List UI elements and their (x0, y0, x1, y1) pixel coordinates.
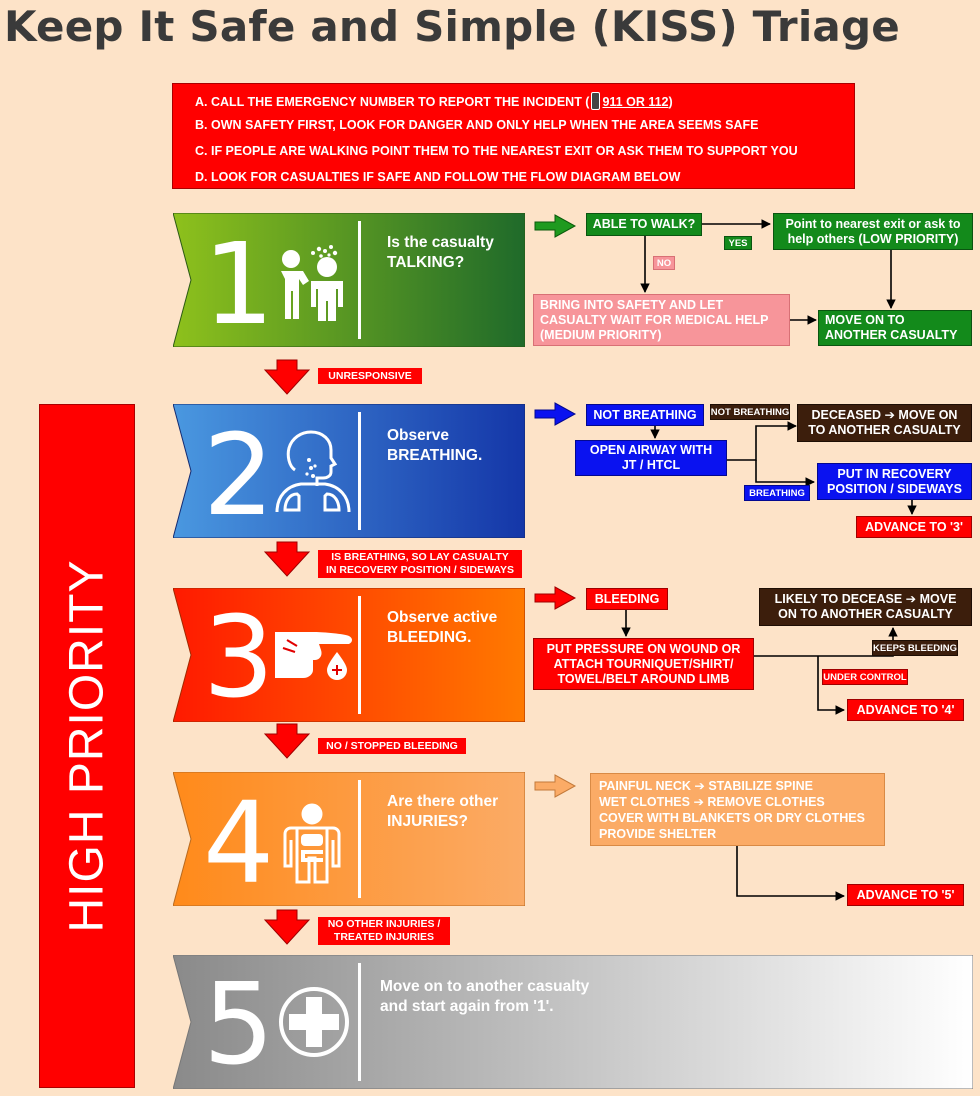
emergency-number: 911 OR 112 (602, 95, 669, 109)
step-3-q-line2: BLEEDING. (387, 629, 472, 646)
step-5-instruction (380, 977, 589, 1017)
move-on-line1: MOVE ON TO (825, 313, 905, 327)
move-on-line2: ANOTHER CASUALTY (825, 328, 958, 342)
step-3-separator (358, 596, 361, 714)
talking-people-icon (273, 241, 355, 321)
step-5-separator (358, 963, 361, 1081)
under-control-tag: UNDER CONTROL (822, 669, 908, 685)
not-breathing-tag: NOT BREATHING (710, 404, 790, 420)
medium-priority-box (533, 294, 790, 346)
step-2-q-line1: Observe (387, 427, 450, 444)
step-5-banner (173, 955, 973, 1089)
arrow-down-4 (265, 910, 309, 944)
step-2-separator (358, 412, 361, 530)
intro-a-close: ) (668, 95, 673, 109)
breathing-lungs-icon (273, 430, 351, 514)
step-1-banner (173, 213, 525, 350)
pressure-wound-line1: PUT PRESSURE ON WOUND OR (546, 641, 741, 656)
step-2-number: 2 (203, 411, 275, 541)
arrow-step4-right (535, 775, 575, 797)
step-5-number: 5 (203, 960, 275, 1090)
transition-is-breathing-line1: IS BREATHING, SO LAY CASUALTY (331, 551, 509, 563)
transition-no-other-injuries-line2: TREATED INJURIES (333, 931, 435, 943)
deceased-line1: DECEASED ➔ MOVE ON (811, 408, 958, 422)
move-on-box (818, 310, 972, 346)
pressure-wound-box (533, 638, 754, 690)
transition-is-breathing-line2: IN RECOVERY POSITION / SIDEWAYS (325, 564, 515, 576)
intro-line-d: D. LOOK FOR CASUALTIES IF SAFE AND FOLLOW THE FLOW DIAGRAM BELOW (195, 170, 681, 184)
step-3-q-line1: Observe active (387, 609, 498, 626)
likely-decease-box (759, 588, 972, 626)
injuries-action-line1: PAINFUL NECK ➔ STABILIZE SPINE (599, 778, 813, 793)
likely-decease-line2: ON TO ANOTHER CASUALTY (778, 607, 953, 621)
open-airway-line2: JT / HTCL (621, 458, 681, 472)
recovery-position-line1: PUT IN RECOVERY (837, 466, 952, 481)
step-4-question (387, 792, 498, 832)
transition-no-stopped-bleeding: NO / STOPPED BLEEDING (318, 738, 466, 754)
step-3-banner (173, 588, 525, 722)
arrow-step2-right (535, 403, 575, 425)
step-1-question (387, 233, 494, 273)
advance-to-5-box: ADVANCE TO '5' (847, 884, 964, 906)
step-1-separator (358, 221, 361, 339)
pressure-wound-line3: TOWEL/BELT AROUND LIMB (557, 671, 730, 686)
transition-unresponsive: UNRESPONSIVE (318, 368, 422, 384)
keeps-bleeding-tag: KEEPS BLEEDING (872, 640, 958, 656)
yes-tag: YES (724, 236, 752, 250)
step-4-q-line1: Are there other (387, 793, 499, 810)
open-airway-box (575, 440, 727, 476)
breathing-tag: BREATHING (744, 485, 810, 501)
intro-a-text: A. CALL THE EMERGENCY NUMBER TO REPORT THE INCIDENT ( (195, 95, 590, 109)
no-tag: NO (653, 256, 675, 270)
medium-priority-line2: CASUALTY WAIT FOR MEDICAL HELP (540, 312, 769, 327)
transition-is-breathing (318, 550, 522, 578)
bleeding-hand-icon (273, 626, 353, 682)
high-priority-label: HIGH PRIORITY (60, 559, 114, 933)
arrow-step1-right (535, 215, 575, 237)
step-1-number: 1 (203, 220, 275, 350)
transition-no-other-injuries-line1: NO OTHER INJURIES / (327, 918, 441, 930)
injuries-action-line3: COVER WITH BLANKETS OR DRY CLOTHES (599, 810, 865, 825)
low-priority-box (773, 213, 973, 250)
able-to-walk-box: ABLE TO WALK? (586, 213, 702, 236)
step-2-q-line2: BREATHING. (387, 447, 483, 464)
deceased-box (797, 404, 972, 442)
step-4-q-line2: INJURIES? (387, 813, 468, 830)
medium-priority-line3: (MEDIUM PRIORITY) (540, 327, 662, 342)
open-airway-line1: OPEN AIRWAY WITH (589, 443, 713, 457)
transition-no-other-injuries (318, 917, 450, 945)
bleeding-box: BLEEDING (586, 588, 668, 610)
recovery-position-box (817, 463, 972, 500)
recovery-position-line2: POSITION / SIDEWAYS (827, 481, 962, 496)
medium-priority-line1: BRING INTO SAFETY AND LET (540, 297, 724, 312)
step-5-line2: and start again from '1'. (380, 998, 554, 1015)
arrow-step3-right (535, 587, 575, 609)
low-priority-line1: Point to nearest exit or ask to (785, 216, 961, 231)
page-title: Keep It Safe and Simple (KISS) Triage (4, 2, 900, 51)
step-4-banner (173, 772, 525, 909)
body-organs-icon (277, 802, 347, 886)
step-5-line1: Move on to another casualty (380, 978, 590, 995)
other-injuries-actions-box (590, 773, 885, 846)
deceased-line2: TO ANOTHER CASUALTY (808, 423, 961, 437)
likely-decease-line1: LIKELY TO DECEASE ➔ MOVE (774, 592, 957, 606)
step-3-number: 3 (203, 593, 275, 723)
step-1-q-line1: Is the casualty (387, 234, 494, 251)
step-4-number: 4 (203, 779, 275, 909)
low-priority-line2: help others (LOW PRIORITY) (787, 231, 959, 246)
step-2-banner (173, 404, 525, 541)
step-2-question (387, 426, 482, 466)
step-4-separator (358, 780, 361, 898)
advance-to-3-box: ADVANCE TO '3' (856, 516, 972, 538)
intro-line-c: C. IF PEOPLE ARE WALKING POINT THEM TO THE NEAREST EXIT OR ASK THEM TO SUPPORT YOU (195, 144, 798, 158)
first-aid-cross-icon (277, 985, 351, 1059)
injuries-action-line2: WET CLOTHES ➔ REMOVE CLOTHES (599, 794, 825, 809)
intro-line-b: B. OWN SAFETY FIRST, LOOK FOR DANGER AND ONLY HELP WHEN THE AREA SEEMS SAFE (195, 118, 759, 132)
not-breathing-box: NOT BREATHING (586, 404, 704, 426)
step-1-q-line2: TALKING? (387, 254, 465, 271)
arrow-down-1 (265, 360, 309, 394)
arrow-down-3 (265, 724, 309, 758)
advance-to-4-box: ADVANCE TO '4' (847, 699, 964, 721)
pressure-wound-line2: ATTACH TOURNIQUET/SHIRT/ (553, 656, 734, 671)
injuries-action-line4: PROVIDE SHELTER (599, 826, 717, 841)
arrow-down-2 (265, 542, 309, 576)
step-3-question (387, 608, 497, 648)
